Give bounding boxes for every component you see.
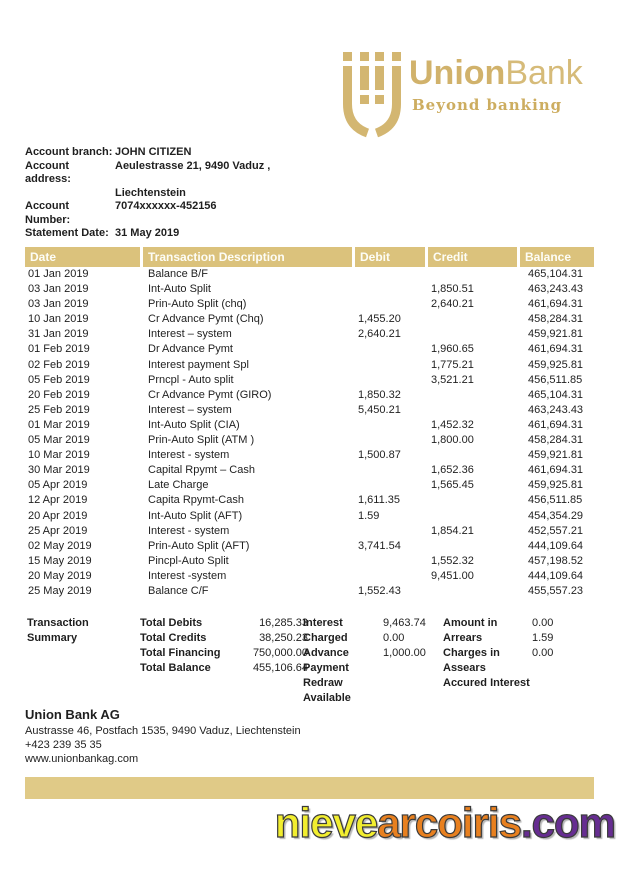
transaction-summary <box>25 616 594 716</box>
cell-balance: 444,109.64 <box>528 539 584 552</box>
summary-line: 16,285.33 <box>259 617 308 629</box>
summary-line: Assears <box>443 662 486 674</box>
cell-credit: 1,652.36 <box>431 464 474 477</box>
cell-credit: 2,640.21 <box>431 298 474 311</box>
summary-line: Transaction <box>27 617 89 629</box>
cell-debit: 1,500.87 <box>358 449 401 462</box>
cell-date: 01 Jan 2019 <box>28 268 89 280</box>
summary-line: Charged <box>303 632 348 644</box>
account-info-value: JOHN CITIZEN <box>115 146 192 158</box>
cell-balance: 459,921.81 <box>528 449 584 462</box>
cell-balance: 452,557.21 <box>528 524 584 537</box>
summary-line: Amount in <box>443 617 498 629</box>
table-row <box>25 569 594 584</box>
header-date: Date <box>25 247 143 267</box>
cell-debit: 1,850.32 <box>358 388 401 401</box>
cell-debit: 2,640.21 <box>358 328 401 341</box>
cell-credit <box>428 584 520 599</box>
summary-line: Total Credits <box>140 632 207 644</box>
cell-debit <box>355 297 428 312</box>
table-row <box>25 403 594 418</box>
summary-total-labels <box>140 616 220 676</box>
header-description: Transaction Description <box>143 247 355 267</box>
cell-credit: 1,850.51 <box>431 283 474 296</box>
cell-balance: 458,284.31 <box>528 434 584 447</box>
cell-balance: 463,243.43 <box>528 283 584 296</box>
bank-phone: +423 239 35 35 <box>25 739 102 751</box>
cell-desc: Capita Rpymt-Cash <box>148 494 244 507</box>
summary-line: Accured Interest <box>443 677 530 689</box>
cell-date: 30 Mar 2019 <box>28 464 90 477</box>
cell-date: 25 Feb 2019 <box>28 403 90 416</box>
cell-balance: 465,104.31 <box>528 268 584 280</box>
cell-date: 05 Mar 2019 <box>28 434 90 447</box>
summary-line: Total Balance <box>140 662 211 674</box>
cell-debit: 5,450.21 <box>358 403 401 416</box>
summary-line: 0.00 <box>383 632 405 644</box>
table-row <box>25 524 594 539</box>
table-row <box>25 463 594 478</box>
summary-line: Summary <box>27 632 78 644</box>
summary-line: Available <box>303 692 351 704</box>
cell-balance: 458,284.31 <box>528 313 584 326</box>
cell-balance: 463,243.43 <box>528 403 584 416</box>
cell-desc: Dr Advance Pymt <box>148 343 233 356</box>
table-row <box>25 418 594 433</box>
cell-desc: Int-Auto Split <box>148 283 211 296</box>
summary-interest-values <box>383 616 426 661</box>
cell-debit <box>355 267 428 282</box>
cell-date: 01 Mar 2019 <box>28 418 90 431</box>
account-info-value: Liechtenstein <box>115 186 186 199</box>
header-debit: Debit <box>355 247 428 267</box>
cell-desc: Prin-Auto Split (AFT) <box>148 539 250 552</box>
cell-desc: Balance C/F <box>148 584 209 597</box>
cell-credit: 1,800.00 <box>431 434 474 447</box>
cell-desc: Prin-Auto Split (chq) <box>148 298 247 311</box>
bottom-gold-bar <box>25 777 594 799</box>
cell-balance: 444,109.64 <box>528 569 584 582</box>
cell-credit <box>428 448 520 463</box>
cell-credit <box>428 267 520 282</box>
cell-credit: 1,552.32 <box>431 554 474 567</box>
cell-desc: Balance B/F <box>148 268 208 280</box>
cell-debit: 1,552.43 <box>358 584 401 597</box>
cell-balance: 456,511.85 <box>528 373 583 386</box>
cell-desc: Capital Rpymt – Cash <box>148 464 255 477</box>
summary-line: Advance <box>303 647 349 659</box>
cell-debit <box>355 478 428 493</box>
summary-line: 750,000.00 <box>252 647 308 659</box>
brand-name-bank: Bank <box>505 54 583 92</box>
watermark-text <box>275 799 615 847</box>
table-row <box>25 358 594 373</box>
cell-balance: 459,925.81 <box>528 479 584 492</box>
account-info-block <box>25 146 270 241</box>
brand-name <box>409 54 583 93</box>
cell-balance: 461,694.31 <box>528 343 584 356</box>
cell-date: 03 Jan 2019 <box>28 283 89 296</box>
cell-credit <box>428 493 520 508</box>
summary-line: Total Financing <box>140 647 221 659</box>
cell-date: 05 Apr 2019 <box>28 479 88 492</box>
cell-date: 31 Jan 2019 <box>28 328 89 341</box>
summary-line: 0.00 <box>532 617 554 629</box>
table-row <box>25 297 594 312</box>
account-info-value: 31 May 2019 <box>115 227 180 239</box>
summary-line: 0.00 <box>532 647 554 659</box>
table-row <box>25 493 594 508</box>
account-info-line <box>25 200 270 227</box>
summary-line: 455,106.64 <box>252 662 308 674</box>
summary-line: 1,000.00 <box>383 647 426 659</box>
cell-credit <box>428 509 520 524</box>
cell-date: 20 Feb 2019 <box>28 388 90 401</box>
account-info-line <box>25 227 270 241</box>
cell-credit: 1,775.21 <box>431 358 474 371</box>
brand-name-union: Union <box>409 54 506 92</box>
summary-arrears-values <box>532 616 553 661</box>
cell-desc: Interest – system <box>148 403 232 416</box>
table-row <box>25 267 594 282</box>
summary-line: 9,463.74 <box>383 617 426 629</box>
cell-debit <box>355 463 428 478</box>
summary-line: Arrears <box>443 632 483 644</box>
cell-debit: 1.59 <box>358 509 380 522</box>
summary-line: Total Debits <box>140 617 203 629</box>
table-row <box>25 327 594 342</box>
summary-line: Charges in <box>443 647 500 659</box>
cell-date: 02 May 2019 <box>28 539 92 552</box>
cell-date: 15 May 2019 <box>28 554 92 567</box>
table-row <box>25 448 594 463</box>
cell-credit: 3,521.21 <box>431 373 474 386</box>
summary-line: 1.59 <box>532 632 554 644</box>
cell-debit <box>355 524 428 539</box>
cell-desc: Int-Auto Split (CIA) <box>148 418 240 431</box>
cell-credit: 9,451.00 <box>431 569 474 582</box>
cell-credit <box>428 327 520 342</box>
cell-debit <box>355 569 428 584</box>
cell-desc: Cr Advance Pymt (Chq) <box>148 313 264 326</box>
cell-balance: 455,557.23 <box>528 584 584 597</box>
cell-debit <box>355 373 428 388</box>
cell-balance: 459,925.81 <box>528 358 584 371</box>
table-row <box>25 282 594 297</box>
cell-date: 10 Mar 2019 <box>28 449 90 462</box>
account-info-label: Account address: <box>25 159 71 185</box>
cell-desc: Interest - system <box>148 449 230 462</box>
cell-desc: Interest - system <box>148 524 230 537</box>
account-info-line <box>25 187 270 201</box>
cell-debit <box>355 554 428 569</box>
cell-credit <box>428 539 520 554</box>
watermark-com: .com <box>520 799 615 846</box>
cell-balance: 457,198.52 <box>528 554 584 567</box>
cell-desc: Prncpl - Auto split <box>148 373 234 386</box>
unionbank-shield-icon <box>343 52 401 138</box>
table-row <box>25 312 594 327</box>
cell-debit: 1,455.20 <box>358 313 401 326</box>
cell-desc: Interest -system <box>148 569 227 582</box>
cell-debit <box>355 358 428 373</box>
cell-date: 03 Jan 2019 <box>28 298 89 311</box>
cell-desc: Late Charge <box>148 479 209 492</box>
cell-credit: 1,960.65 <box>431 343 474 356</box>
cell-desc: Interest – system <box>148 328 232 341</box>
cell-date: 20 May 2019 <box>28 569 92 582</box>
cell-date: 20 Apr 2019 <box>28 509 88 522</box>
cell-date: 05 Feb 2019 <box>28 373 90 386</box>
table-row <box>25 342 594 357</box>
cell-debit: 1,611.35 <box>358 494 401 507</box>
cell-credit: 1,565.45 <box>431 479 474 492</box>
summary-arrears-labels <box>443 616 530 691</box>
cell-credit: 1,854.21 <box>431 524 474 537</box>
cell-date: 25 Apr 2019 <box>28 524 88 537</box>
summary-line: Redraw <box>303 677 343 689</box>
table-row <box>25 388 594 403</box>
summary-line: 38,250.23 <box>259 632 308 644</box>
table-row <box>25 539 594 554</box>
table-row <box>25 478 594 493</box>
cell-balance: 459,921.81 <box>528 328 584 341</box>
account-info-label <box>25 187 115 201</box>
account-info-line <box>25 160 270 187</box>
cell-debit <box>355 342 428 357</box>
header-credit: Credit <box>428 247 520 267</box>
cell-credit <box>428 312 520 327</box>
bank-address: Austrasse 46, Postfach 1535, 9490 Vaduz, Liechtenstein <box>25 725 301 737</box>
account-info-line <box>25 146 270 160</box>
cell-desc: Interest payment Spl <box>148 358 249 371</box>
watermark-arcoiris: arcoiris <box>377 799 521 846</box>
cell-debit <box>355 418 428 433</box>
cell-date: 10 Jan 2019 <box>28 313 89 326</box>
cell-date: 02 Feb 2019 <box>28 358 90 371</box>
summary-interest-labels <box>303 616 351 706</box>
brand-tagline: Beyond banking <box>412 96 563 114</box>
cell-desc: Pincpl-Auto Split <box>148 554 229 567</box>
header-balance: Balance <box>520 247 594 267</box>
cell-balance: 461,694.31 <box>528 464 584 477</box>
account-info-label: Account Number: <box>25 200 71 226</box>
account-info-value: 7074xxxxxx-452156 <box>115 200 217 212</box>
cell-balance: 461,694.31 <box>528 418 584 431</box>
unionbank-logo <box>343 42 603 132</box>
table-row <box>25 433 594 448</box>
table-row <box>25 584 594 599</box>
cell-credit <box>428 403 520 418</box>
cell-debit: 3,741.54 <box>358 539 401 552</box>
cell-date: 12 Apr 2019 <box>28 494 88 507</box>
watermark-nieve: nieve <box>274 799 378 846</box>
summary-total-values <box>215 616 308 676</box>
cell-credit <box>428 388 520 403</box>
bank-name: Union Bank AG <box>25 707 120 722</box>
cell-balance: 454,354.29 <box>528 509 584 522</box>
bank-contact-block <box>25 706 301 766</box>
cell-balance: 465,104.31 <box>528 388 584 401</box>
table-row <box>25 554 594 569</box>
account-info-label: Statement Date: <box>25 227 109 239</box>
summary-line: Payment <box>303 662 349 674</box>
transaction-rows <box>25 267 594 599</box>
cell-balance: 456,511.85 <box>528 494 583 507</box>
summary-title <box>27 616 89 646</box>
cell-desc: Cr Advance Pymt (GIRO) <box>148 388 272 401</box>
cell-date: 25 May 2019 <box>28 584 92 597</box>
cell-debit <box>355 282 428 297</box>
table-header-row <box>25 247 594 267</box>
bank-website: www.unionbankag.com <box>25 753 139 765</box>
cell-date: 01 Feb 2019 <box>28 343 90 356</box>
account-info-label: Account branch: <box>25 146 113 158</box>
cell-credit: 1,452.32 <box>431 418 474 431</box>
summary-line: Interest <box>303 617 343 629</box>
account-info-value: Aeulestrasse 21, 9490 Vaduz , <box>115 159 271 172</box>
cell-balance: 461,694.31 <box>528 298 584 311</box>
transactions-table <box>25 247 594 599</box>
cell-desc: Prin-Auto Split (ATM ) <box>148 434 255 447</box>
table-row <box>25 373 594 388</box>
cell-desc: Int-Auto Split (AFT) <box>148 509 243 522</box>
table-row <box>25 509 594 524</box>
cell-debit <box>355 433 428 448</box>
